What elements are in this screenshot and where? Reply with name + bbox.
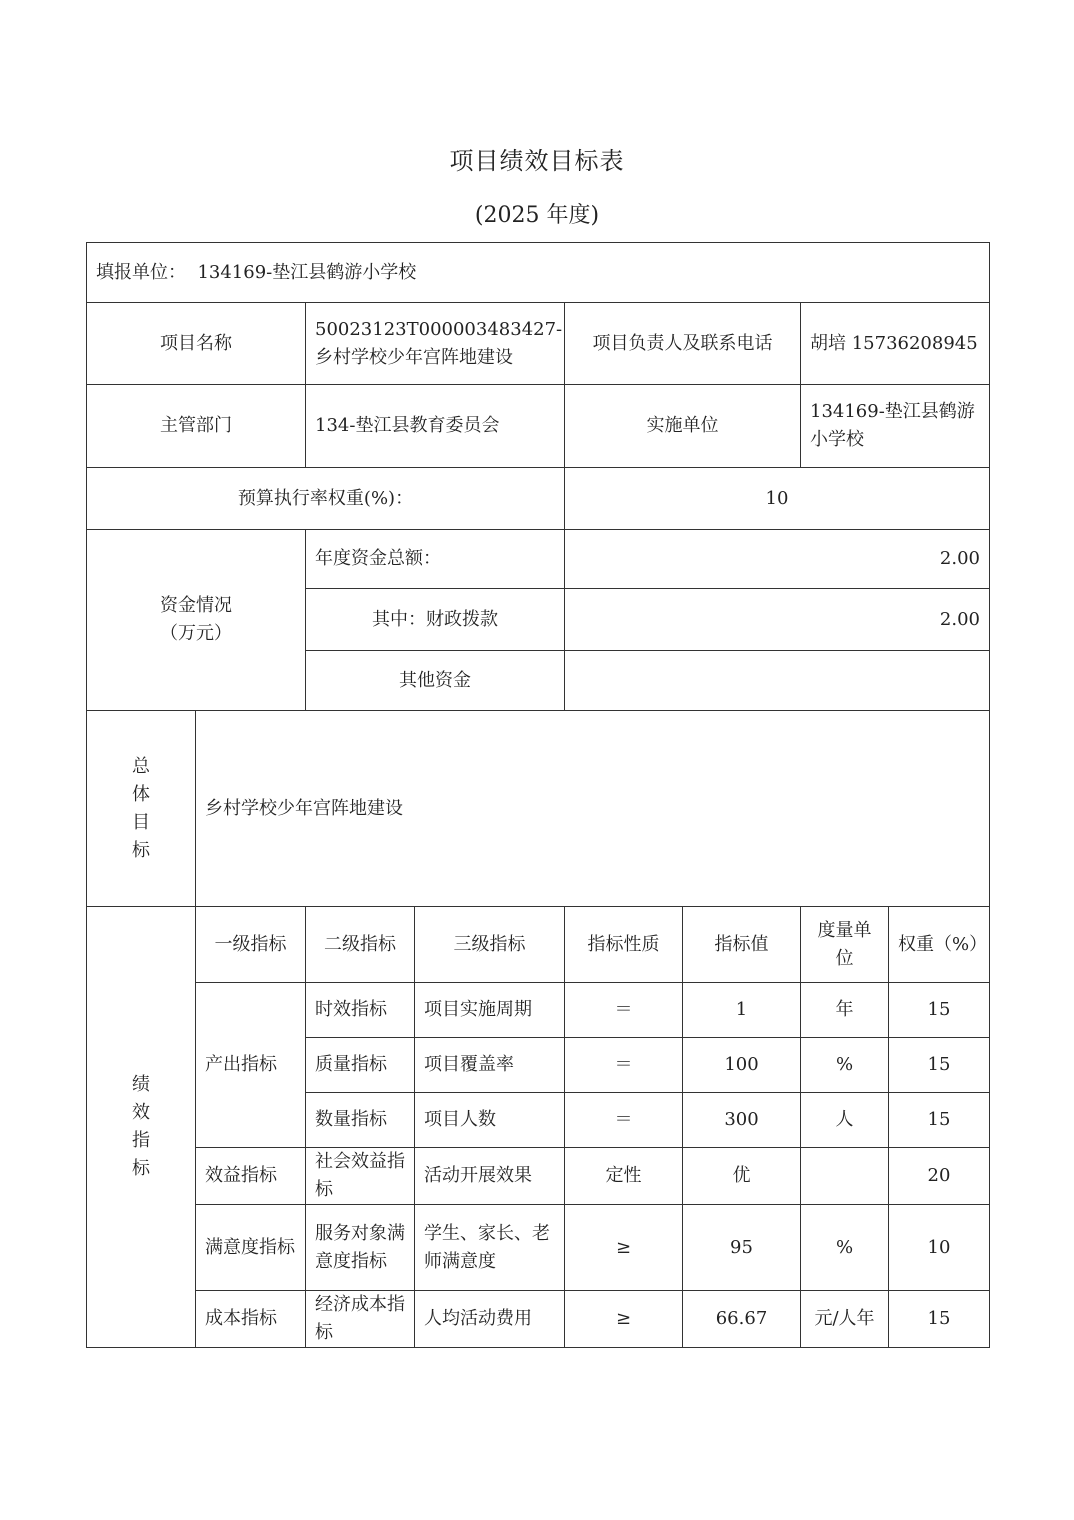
project-contact-value: 胡培 15736208945 <box>801 303 990 385</box>
page-subtitle: (2025 年度) <box>474 203 600 228</box>
col-header-nature: 指标性质 <box>565 907 683 983</box>
cell-nature: ＝ <box>565 983 683 1038</box>
cell-weight: 20 <box>889 1148 990 1205</box>
table-row <box>87 1291 990 1348</box>
dept-value: 134-垫江县教育委员会 <box>306 385 565 468</box>
cell-nature: ≥ <box>565 1205 683 1291</box>
cell-level2: 社会效益指标 <box>306 1148 415 1205</box>
cell-value: 优 <box>683 1148 801 1205</box>
table-row <box>87 1148 990 1205</box>
dept-label: 主管部门 <box>87 385 306 468</box>
cell-level3: 学生、家长、老师满意度 <box>415 1205 565 1291</box>
cell-unit: 年 <box>801 983 889 1038</box>
cell-nature: ＝ <box>565 1038 683 1093</box>
funds-total-row <box>87 530 990 589</box>
table-row <box>87 983 990 1038</box>
performance-table <box>86 242 990 1348</box>
cell-weight: 15 <box>889 1038 990 1093</box>
perf-label-char: 指 <box>132 1130 150 1151</box>
funds-label <box>87 530 306 711</box>
group-satisfaction: 满意度指标 <box>196 1205 306 1291</box>
funds-fiscal-value: 2.00 <box>565 589 990 651</box>
cell-unit: % <box>801 1205 889 1291</box>
overall-goal-char: 目 <box>132 811 150 833</box>
project-name-label: 项目名称 <box>87 303 306 385</box>
cell-unit <box>801 1148 889 1205</box>
cell-level3: 人均活动费用 <box>415 1291 565 1348</box>
group-benefit: 效益指标 <box>196 1148 306 1205</box>
project-name-value: 50023123T000003483427-乡村学校少年宫阵地建设 <box>306 303 565 385</box>
col-header-unit: 度量单位 <box>801 907 889 983</box>
cell-nature: ＝ <box>565 1093 683 1148</box>
col-header-value: 指标值 <box>683 907 801 983</box>
budget-rate-row <box>87 468 990 530</box>
group-output: 产出指标 <box>196 983 306 1148</box>
funds-fiscal-label: 其中：财政拨款 <box>306 589 565 651</box>
cell-value: 95 <box>683 1205 801 1291</box>
funds-label-line1: 资金情况 <box>160 595 232 616</box>
col-header-weight: 权重（%） <box>889 907 990 983</box>
overall-goal-row <box>87 711 990 907</box>
overall-goal-char: 体 <box>132 783 150 805</box>
cell-weight: 15 <box>889 983 990 1038</box>
overall-goal-char: 标 <box>132 839 150 861</box>
cell-level2: 服务对象满意度指标 <box>306 1205 415 1291</box>
cell-level3: 活动开展效果 <box>415 1148 565 1205</box>
funds-other-value <box>565 651 990 711</box>
cell-value: 66.67 <box>683 1291 801 1348</box>
project-name-row <box>87 303 990 385</box>
funds-label-line2: （万元） <box>160 623 232 644</box>
cell-unit: 人 <box>801 1093 889 1148</box>
budget-rate-value: 10 <box>565 468 990 530</box>
overall-goal-char: 总 <box>132 755 150 777</box>
perf-label-char: 效 <box>132 1102 150 1123</box>
col-header-level2: 二级指标 <box>306 907 415 983</box>
page-title: 项目绩效目标表 <box>449 147 625 175</box>
impl-value: 134169-垫江县鹤游小学校 <box>801 385 990 468</box>
table-row <box>87 1205 990 1291</box>
department-row <box>87 385 990 468</box>
cell-weight: 15 <box>889 1093 990 1148</box>
cell-weight: 15 <box>889 1291 990 1348</box>
overall-goal-text: 乡村学校少年宫阵地建设 <box>196 711 990 907</box>
perf-label <box>87 907 196 1348</box>
funds-other-label: 其他资金 <box>306 651 565 711</box>
cell-weight: 10 <box>889 1205 990 1291</box>
unit-cell <box>87 243 990 303</box>
budget-rate-label: 预算执行率权重(%)： <box>87 468 565 530</box>
group-cost: 成本指标 <box>196 1291 306 1348</box>
cell-level2: 数量指标 <box>306 1093 415 1148</box>
col-header-level1: 一级指标 <box>196 907 306 983</box>
perf-label-char: 标 <box>132 1158 150 1179</box>
cell-unit: 元/人年 <box>801 1291 889 1348</box>
unit-label: 填报单位： <box>96 261 186 283</box>
perf-header-row <box>87 907 990 983</box>
cell-level2: 经济成本指标 <box>306 1291 415 1348</box>
cell-nature: 定性 <box>565 1148 683 1205</box>
cell-nature: ≥ <box>565 1291 683 1348</box>
cell-value: 100 <box>683 1038 801 1093</box>
unit-value: 134169-垫江县鹤游小学校 <box>197 261 417 283</box>
overall-goal-label <box>87 711 196 907</box>
impl-label: 实施单位 <box>565 385 801 468</box>
cell-level2: 质量指标 <box>306 1038 415 1093</box>
col-header-level3: 三级指标 <box>415 907 565 983</box>
cell-unit: % <box>801 1038 889 1093</box>
cell-level2: 时效指标 <box>306 983 415 1038</box>
project-contact-label: 项目负责人及联系电话 <box>565 303 801 385</box>
cell-level3: 项目人数 <box>415 1093 565 1148</box>
unit-row <box>87 243 990 303</box>
funds-total-label: 年度资金总额： <box>306 530 565 589</box>
cell-level3: 项目覆盖率 <box>415 1038 565 1093</box>
cell-value: 300 <box>683 1093 801 1148</box>
cell-level3: 项目实施周期 <box>415 983 565 1038</box>
funds-total-value: 2.00 <box>565 530 990 589</box>
cell-value: 1 <box>683 983 801 1038</box>
perf-label-char: 绩 <box>132 1074 150 1095</box>
